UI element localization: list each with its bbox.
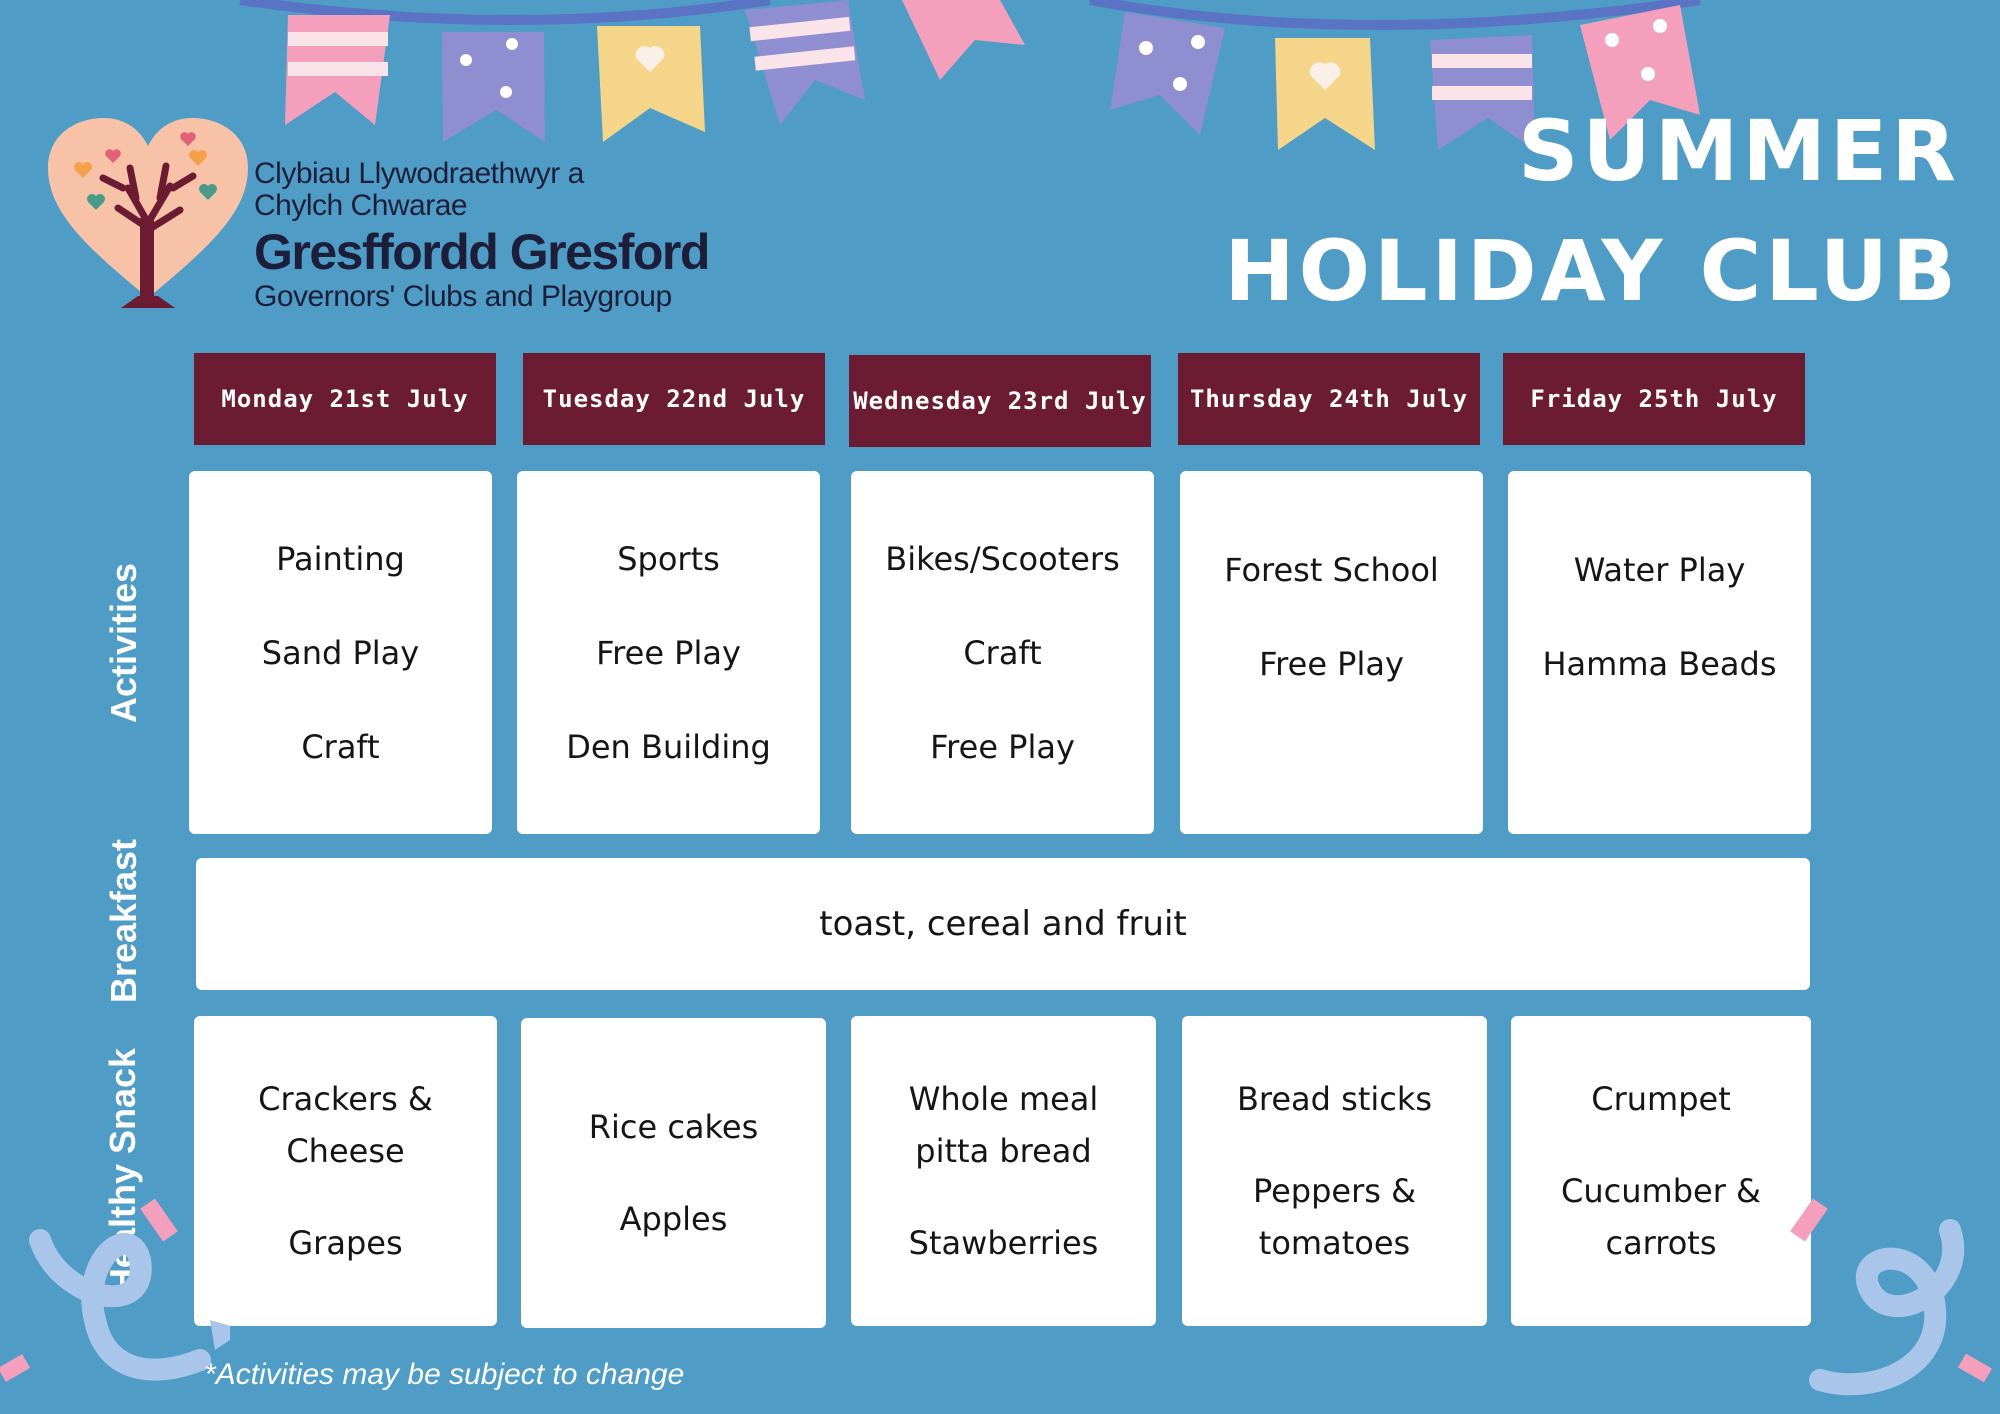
activities-card-friday <box>1508 471 1811 834</box>
org-name-welsh-line1: Clybiau Llywodraethwyr a <box>254 157 584 190</box>
day-header-label: Tuesday 22nd July <box>542 385 806 413</box>
day-header-label: Monday 21st July <box>221 385 469 413</box>
snack-card-tuesday <box>521 1018 826 1328</box>
activity-item: Free Play <box>930 727 1075 766</box>
snack-item: Stawberries <box>908 1224 1099 1262</box>
ribbon-decoration-icon <box>0 1180 230 1414</box>
org-name-place: Gresffordd Gresford <box>254 224 709 280</box>
footnote: *Activities may be subject to change <box>204 1358 685 1391</box>
day-header-label: Thursday 24th July <box>1189 385 1469 413</box>
snack-item: Crackers & Cheese <box>258 1080 433 1170</box>
snack-item: Apples <box>619 1200 728 1238</box>
activity-item: Sports <box>617 539 720 578</box>
ribbon-decoration-icon <box>1760 1180 2000 1414</box>
activity-item: Craft <box>301 727 380 766</box>
snack-card-monday <box>194 1016 497 1326</box>
snack-item: Peppers & <box>1252 1172 1417 1210</box>
page-title-line2: HOLIDAY CLUB <box>1224 222 1960 320</box>
snack-item: tomatoes <box>1258 1224 1411 1262</box>
activity-item: Water Play <box>1573 551 1746 589</box>
activity-item: Den Building <box>566 727 771 766</box>
activity-item: Free Play <box>596 633 741 672</box>
org-name-welsh-line2: Chylch Chwarae <box>254 189 468 222</box>
activity-item: Hamma Beads <box>1542 645 1777 683</box>
activities-card-tuesday <box>517 471 820 834</box>
row-label-breakfast: Breakfast <box>103 838 144 1004</box>
row-label-activities: Activities <box>103 562 144 724</box>
snack-item: Cucumber & <box>1561 1172 1761 1210</box>
row-label-healthy-snack: Healthy Snack <box>102 1047 143 1295</box>
snack-item: Whole meal <box>908 1080 1099 1118</box>
activities-card-wednesday <box>851 471 1154 834</box>
snack-card-thursday <box>1182 1016 1487 1326</box>
breakfast-card <box>196 858 1810 990</box>
activity-item: Painting <box>276 539 405 578</box>
snack-item: Grapes <box>288 1224 403 1262</box>
snack-card-wednesday <box>851 1016 1156 1326</box>
day-header-label: Wednesday 23rd July <box>853 387 1147 415</box>
snack-item: Rice cakes <box>588 1108 759 1146</box>
heart-tree-icon <box>48 118 248 308</box>
activity-item: Sand Play <box>261 633 420 672</box>
day-header-tuesday <box>523 353 825 445</box>
snack-item: carrots <box>1605 1224 1717 1262</box>
activity-item: Craft <box>963 633 1042 672</box>
snack-item: Crumpet <box>1591 1080 1731 1118</box>
activities-card-thursday <box>1180 471 1483 834</box>
day-header-wednesday <box>849 355 1151 447</box>
page-title-line1: SUMMER <box>1518 102 1960 200</box>
organization-name <box>254 158 709 314</box>
org-name-english: Governors' Clubs and Playgroup <box>254 280 672 313</box>
day-header-thursday <box>1178 353 1480 445</box>
day-header-monday <box>194 353 496 445</box>
breakfast-text: toast, cereal and fruit <box>819 904 1187 944</box>
snack-item: pitta bread <box>915 1132 1092 1170</box>
day-header-friday <box>1503 353 1805 445</box>
snack-item: Bread sticks <box>1236 1080 1433 1118</box>
day-header-label: Friday 25th July <box>1530 385 1778 413</box>
activity-item: Forest School <box>1224 551 1439 589</box>
activity-item: Bikes/Scooters <box>885 539 1120 578</box>
activity-item: Free Play <box>1259 645 1404 683</box>
activities-card-monday <box>189 471 492 834</box>
